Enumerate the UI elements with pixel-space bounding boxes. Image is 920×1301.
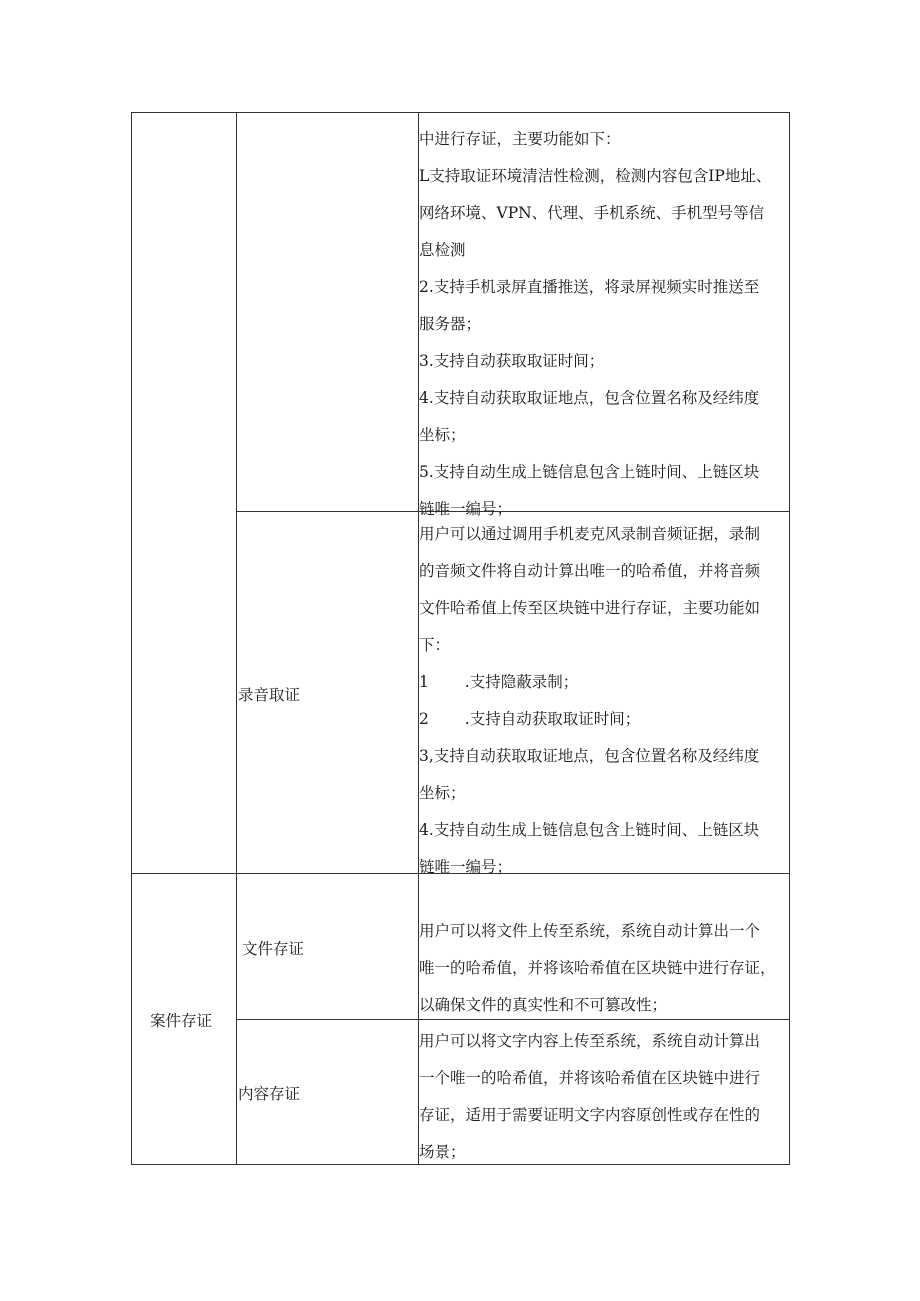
description-line: 用户可以将文字内容上传至系统，系统自动计算出 — [419, 1032, 761, 1050]
subcategory-label-audio: 录音取证 — [238, 686, 301, 704]
feature-description-audio — [419, 516, 760, 886]
description-line: 唯一的哈希值，并将该哈希值在区块链中进行存证， — [419, 959, 776, 977]
description-line: 3.支持自动获取取证时间； — [419, 352, 605, 370]
subcategory-label-content: 内容存证 — [238, 1085, 301, 1103]
description-line: 3,支持自动获取取证地点，包含位置名称及经纬度 — [419, 747, 760, 765]
description-line: 用户可以将文件上传至系统，系统自动计算出一个 — [419, 922, 761, 940]
feature-description-file — [419, 913, 776, 1024]
description-line: 链唯一编号； — [419, 500, 513, 518]
description-line: 4.支持自动生成上链信息包含上链时间、上链区块 — [419, 821, 760, 839]
description-line: 场景； — [419, 1143, 466, 1161]
description-line: 下： — [419, 636, 451, 654]
column-divider-1 — [236, 113, 237, 1164]
feature-description-content — [419, 1023, 760, 1171]
description-line: 链唯一编号； — [419, 858, 513, 876]
description-line: 1 .支持隐蔽录制； — [419, 673, 579, 691]
description-line: 服务器； — [419, 315, 482, 333]
description-line: 存证，适用于需要证明文字内容原创性或存在性的 — [419, 1106, 761, 1124]
description-line: 息检测 — [419, 241, 466, 259]
description-line: 坐标； — [419, 426, 466, 444]
description-line: 5.支持自动生成上链信息包含上链时间、上链区块 — [419, 463, 760, 481]
description-line: 文件哈希值上传至区块链中进行存证，主要功能如 — [419, 599, 761, 617]
subcategory-label-file: 文件存证 — [242, 940, 305, 958]
description-line: 坐标； — [419, 784, 466, 802]
description-line: L支持取证环境清洁性检测，检测内容包含IP地址、 — [419, 167, 772, 185]
description-line: 的音频文件将自动计算出唯一的哈希值，并将音频 — [419, 562, 761, 580]
description-line: 2.支持手机录屏直播推送，将录屏视频实时推送至 — [419, 278, 760, 296]
description-line: 2 .支持自动获取取证时间； — [419, 710, 641, 728]
feature-table — [131, 112, 790, 1165]
description-line: 网络环境、VPN、代理、手机系统、手机型号等信 — [419, 204, 765, 222]
description-line: 4.支持自动获取取证地点，包含位置名称及经纬度 — [419, 389, 760, 407]
description-line: 以确保文件的真实性和不可篡改性； — [419, 996, 668, 1014]
description-line: 中进行存证，主要功能如下： — [419, 130, 621, 148]
feature-description-continued — [419, 121, 771, 528]
description-line: 用户可以通过调用手机麦克风录制音频证据，录制 — [419, 525, 761, 543]
category-label-case: 案件存证 — [150, 1012, 213, 1030]
description-line: 一个唯一的哈希值，并将该哈希值在区块链中进行 — [419, 1069, 761, 1087]
